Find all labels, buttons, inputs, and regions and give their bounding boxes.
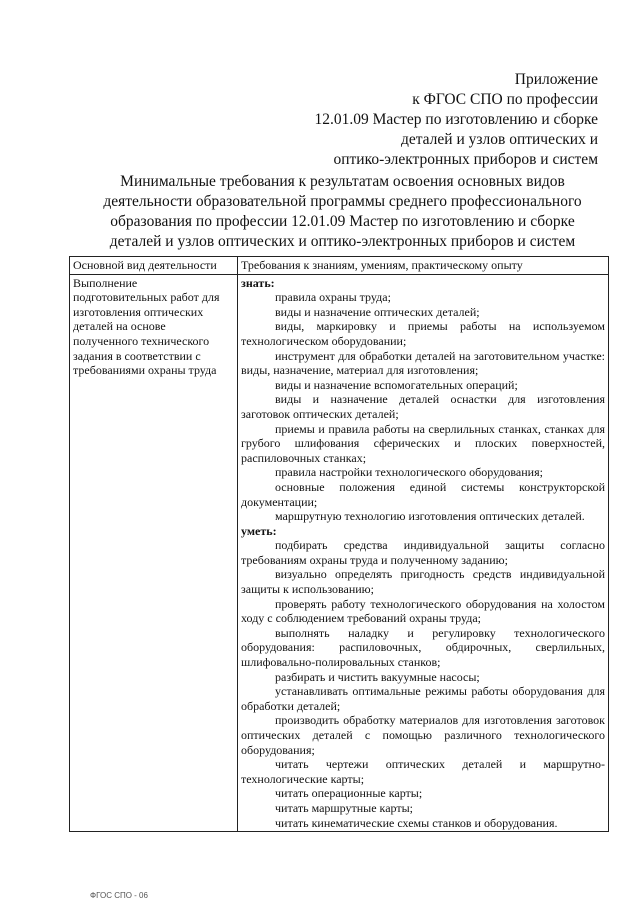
know-item: приемы и правила работы на сверлильных станках, станках для грубого шлифования сферических и плоских поверхностей, распиловочных станках; bbox=[241, 421, 605, 465]
know-item: основные положения единой системы конструкторской документации; bbox=[241, 479, 605, 509]
can-label: уметь: bbox=[241, 523, 277, 538]
can-item: читать чертежи оптических деталей и маршрутно-технологические карты; bbox=[241, 757, 605, 786]
know-item: правила охраны труда; bbox=[275, 290, 391, 305]
table-header-row bbox=[70, 257, 609, 275]
title-line: деталей и узлов оптических и оптико-электронных приборов и систем bbox=[109, 233, 576, 250]
can-item: читать кинематические схемы станков и оборудования. bbox=[275, 815, 558, 830]
appendix-line: оптико-электронных приборов и систем bbox=[333, 151, 598, 168]
title-line: образования по профессии 12.01.09 Мастер по изготовлению и сборке bbox=[110, 213, 575, 230]
requirements-table bbox=[69, 256, 609, 832]
appendix-line: деталей и узлов оптических и bbox=[400, 131, 598, 148]
title-line: Минимальные требования к результатам освоения основных видов bbox=[120, 173, 565, 190]
know-item: виды, маркировку и приемы работы на используемом технологическом оборудовании; bbox=[241, 319, 605, 348]
can-item: визуально определять пригодность средств индивидуальной защиты к использованию; bbox=[241, 567, 605, 597]
know-item: инструмент для обработки деталей на заготовительном участке: виды, назначение, материал для изготовления; bbox=[241, 348, 605, 378]
can-list bbox=[241, 538, 605, 830]
footer-mark: ФГОС СПО - 06 bbox=[90, 891, 148, 900]
requirements-cell bbox=[238, 274, 609, 832]
header-activity: Основной вид деятельности bbox=[70, 257, 238, 275]
document-title bbox=[70, 172, 615, 252]
can-item: выполнять наладку и регулировку технологического оборудования: распиловочных, обдирочных, сверлильных, шлифовально-полировальных станков; bbox=[241, 625, 605, 670]
table-row bbox=[70, 274, 609, 832]
can-item: производить обработку материалов для изготовления заготовок оптических деталей с помощью различного технологического оборудования; bbox=[241, 713, 605, 757]
know-label: знать: bbox=[241, 275, 275, 290]
appendix-block bbox=[314, 70, 598, 170]
know-item: маршрутную технологию изготовления оптических деталей. bbox=[275, 509, 585, 524]
activity-cell: Выполнение подготовительных работ для изготовления оптических деталей на основе полученного технического задания в соответствии с требованиями охраны труда bbox=[70, 274, 238, 832]
header-requirements: Требования к знаниям, умениям, практическому опыту bbox=[238, 257, 609, 275]
can-item: читать операционные карты; bbox=[275, 786, 423, 801]
title-line: деятельности образовательной программы среднего профессионального bbox=[103, 193, 582, 210]
know-list bbox=[241, 290, 605, 524]
can-item: читать маршрутные карты; bbox=[275, 800, 414, 815]
know-item: правила настройки технологического оборудования; bbox=[275, 465, 543, 480]
can-item: подбирать средства индивидуальной защиты согласно требованиям охраны труда и полученному заданию; bbox=[241, 538, 605, 567]
appendix-line: Приложение bbox=[514, 71, 598, 88]
can-item: разбирать и чистить вакуумные насосы; bbox=[275, 669, 480, 684]
appendix-line: 12.01.09 Мастер по изготовлению и сборке bbox=[314, 111, 598, 128]
know-item: виды и назначение оптических деталей; bbox=[275, 304, 480, 319]
appendix-line: к ФГОС СПО по профессии bbox=[412, 91, 598, 108]
know-item: виды и назначение деталей оснастки для изготовления заготовок оптических деталей; bbox=[241, 392, 605, 421]
know-item: виды и назначение вспомогательных операций; bbox=[275, 377, 518, 392]
can-item: проверять работу технологического оборудования на холостом ходу с соблюдением требований охраны труда; bbox=[241, 596, 605, 626]
can-item: устанавливать оптимальные режимы работы оборудования для обработки деталей; bbox=[241, 684, 605, 713]
